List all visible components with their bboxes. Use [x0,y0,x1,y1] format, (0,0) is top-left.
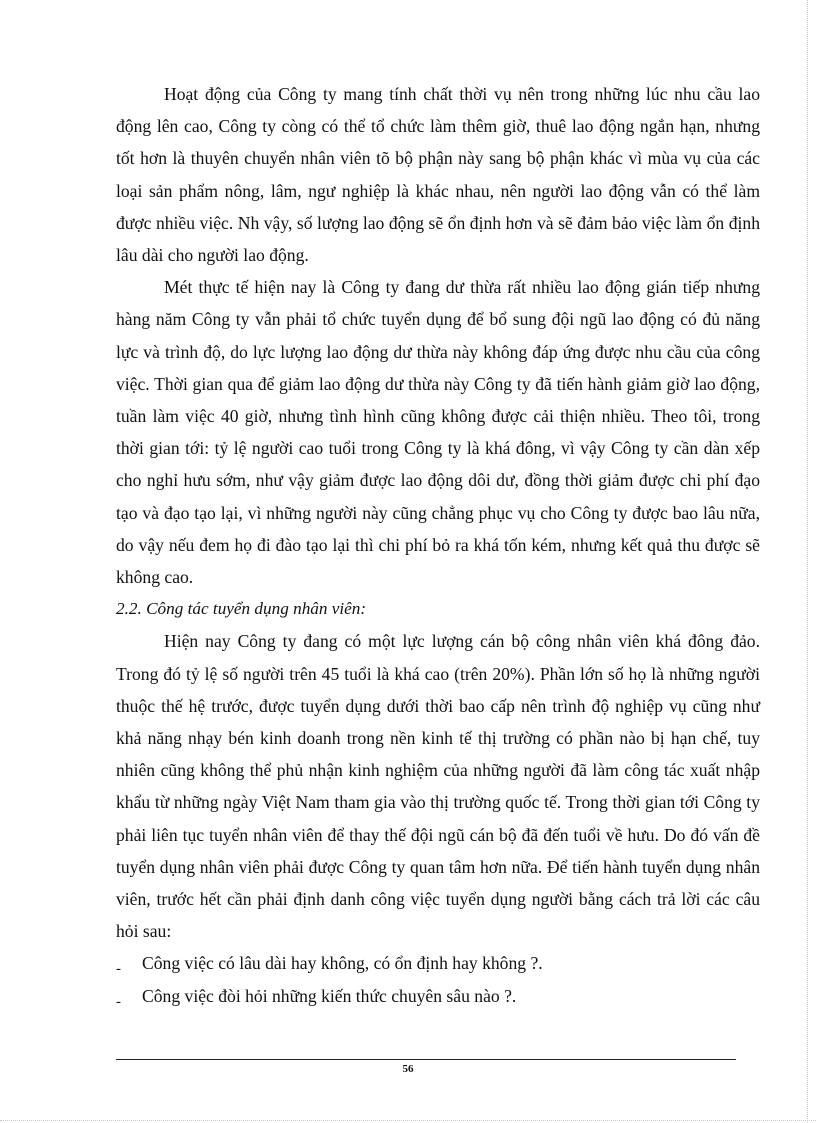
bullet-dash: - [116,993,121,1010]
body-text [116,78,760,1012]
bullet-dash: - [116,961,121,978]
footer-rule [116,1059,736,1060]
page-edge-right [807,0,808,1123]
section-heading: 2.2. Công tác tuyển dụng nhân viên: [116,599,367,619]
page-number: 56 [402,1063,414,1075]
bullet-text: Công việc đòi hỏi những kiến thức chuyên sâu nào ?. [142,985,517,1006]
page-edge-bottom [0,1120,816,1121]
bullet-text: Công việc có lâu dài hay không, có ổn định hay không ?. [142,953,543,974]
paragraph-recruitment: Hiện nay Công ty đang có một lực lượng cán bộ công nhân viên khá đông đảo. Trong đó tỷ lệ số người trên 45 tuổi là khá cao (trên 20%). Phần lớn số họ là những người thuộc thế hệ trước, được tuyển dụng dưới thời bao cấp nên trình độ nghiệp vụ cũng như khả năng nhạy bén kinh doanh trong nền kinh tế thị trường có phần nào bị hạn chế, tuy nhiên cũng không thể phủ nhận kinh nghiệm của những người đã làm công tác xuất nhập khẩu từ những ngày Việt Nam tham gia vào thị trường quốc tế. Trong thời gian tới Công ty phải liên tục tuyển nhân viên để thay thế đội ngũ cán bộ đã đến tuổi về hưu. Do đó vấn đề tuyển dụng nhân viên phải được Công ty quan tâm hơn nữa. Để tiến hành tuyển dụng nhân viên, trước hết cần phải định danh công việc tuyển dụng người bằng cách trả lời các câu hỏi sau: [116,631,760,942]
bullet-item [116,980,760,1012]
bullet-item [116,947,760,979]
paragraph-surplus-labor: Mét thực tế hiện nay là Công ty đang dư thừa rất nhiều lao động gián tiếp nhưng hàng năm Công ty vẫn phải tổ chức tuyển dụng để bổ sung đội ngũ lao động có đủ năng lực và trình độ, do lực lượng lao động dư thừa này không đáp ứng được nhu cầu của công việc. Thời gian qua để giảm lao động dư thừa này Công ty đã tiến hành giảm giờ lao động, tuần làm việc 40 giờ, nhưng tình hình cũng không được cải thiện nhiều. Theo tôi, trong thời gian tới: tỷ lệ người cao tuổi trong Công ty là khá đông, vì vậy Công ty cần dàn xếp cho nghỉ hưu sớm, như vậy giảm được lao động dôi dư, đồng thời giảm được chi phí đạo tạo và đạo tạo lại, vì những người này cũng chẳng phục vụ cho Công ty được bao lâu nữa, do vậy nếu đem họ đi đào tạo lại thì chi phí bỏ ra khá tốn kém, nhưng kết quả thu được sẽ không cao. [116,277,760,588]
paragraph-seasonal-labor: Hoạt động của Công ty mang tính chất thời vụ nên trong những lúc nhu cầu lao động lên cao, Công ty còng có thể tổ chức làm thêm giờ, thuê lao động ngắn hạn, nhưng tốt hơn là thuyên chuyển nhân viên tõ bộ phận này sang bộ phận khác vì mùa vụ của các loại sản phẩm nông, lâm, ngư nghiệp là khác nhau, nên người lao động vẫn có thể làm được nhiều việc. Nh vậy, số lượng lao động sẽ ổn định hơn và sẽ đảm bảo việc làm ổn định lâu dài cho người lao động. [116,84,760,266]
